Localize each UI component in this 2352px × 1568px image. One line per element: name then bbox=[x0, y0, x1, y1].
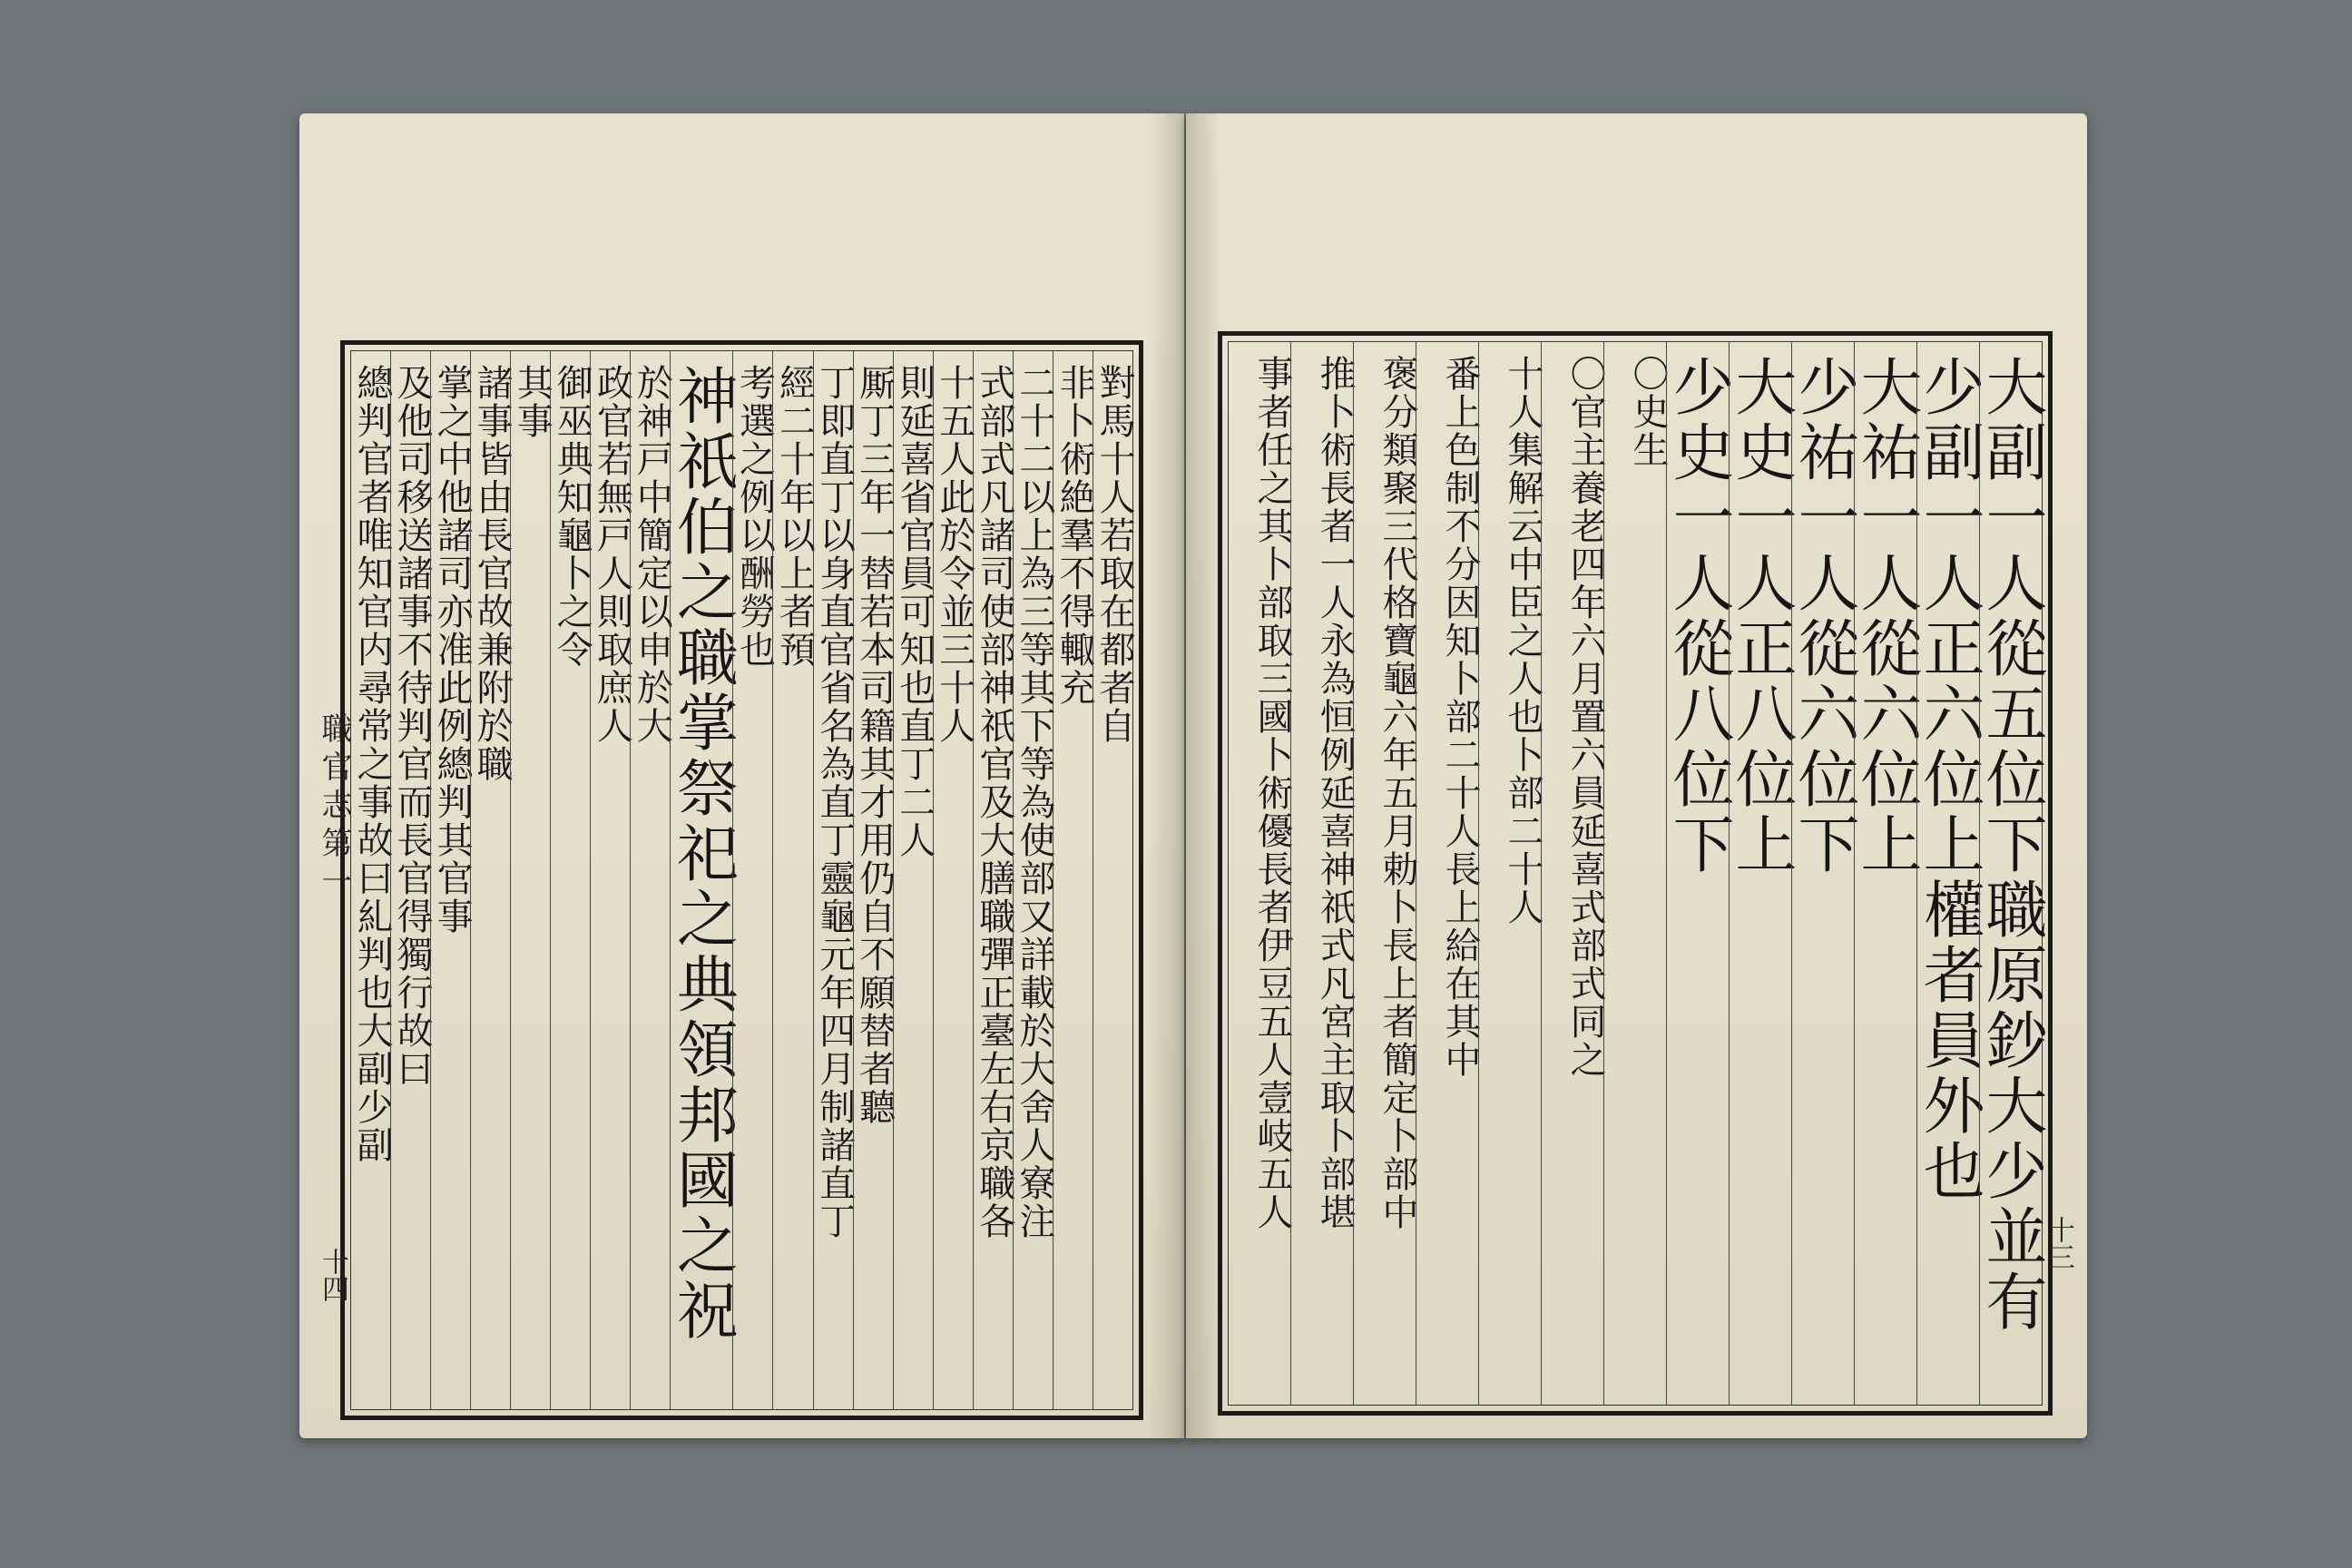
left-text-column: 及他司移送諸事不待判官而長官得獨行故曰 bbox=[390, 351, 430, 1409]
left-text-column: 式部式凡諸司使部神祇官及大膳職彈正臺左右京職各 bbox=[973, 351, 1013, 1409]
right-text-frame bbox=[1218, 331, 2053, 1416]
right-text-column: 事者任之其卜部取三國卜術優長者伊豆五人壹岐五人 bbox=[1251, 355, 1293, 1231]
left-text-column: 掌之中他諸司亦准此例總判其官事 bbox=[430, 351, 470, 1409]
left-text-column: 政官若無戸人則取庶人 bbox=[590, 351, 630, 1409]
left-text-column: 非卜術絶羣不得輙充 bbox=[1053, 351, 1093, 1409]
right-text-column: 少副一人正六位上權者員外也 bbox=[1916, 342, 1979, 1405]
right-text-column: 褒分類聚三代格寶龜六年五月勅卜長上者簡定卜部中 bbox=[1353, 342, 1416, 1405]
right-text-column: 十人集解云中臣之人也卜部二十人 bbox=[1478, 342, 1541, 1405]
left-text-column: 則延喜省官員可知也直丁二人 bbox=[893, 351, 933, 1409]
left-text-column: 二十二以上為三等其下等為使部又詳載於大舍人寮注 bbox=[1013, 351, 1053, 1409]
left-page bbox=[299, 113, 1184, 1438]
left-text-columns bbox=[350, 350, 1133, 1410]
right-text-column: 〇官主養老四年六月置六員延喜式部式同之 bbox=[1541, 342, 1603, 1405]
right-text-column: 少史一人從八位下 bbox=[1666, 342, 1729, 1405]
left-text-column: 對馬十人若取在都者自 bbox=[1093, 351, 1132, 1409]
left-text-column: 總判官者唯知官内尋常之事故曰糺判也大副少副 bbox=[350, 364, 393, 1164]
left-text-column: 經二十年以上者預 bbox=[772, 351, 812, 1409]
right-text-column: 〇史生 bbox=[1603, 342, 1666, 1405]
left-text-column: 諸事皆由長官故兼附於職 bbox=[470, 351, 510, 1409]
left-text-column: 神祇伯之職掌祭祀之典領邦國之祝 bbox=[670, 351, 732, 1409]
right-text-column: 番上色制不分因知卜部二十人長上給在其中 bbox=[1416, 342, 1478, 1405]
open-book bbox=[299, 113, 2087, 1438]
right-text-column: 推卜術長者一人永為恒例延喜神祇式凡宮主取卜部堪 bbox=[1290, 342, 1353, 1405]
right-page bbox=[1186, 113, 2087, 1438]
left-text-column: 考選之例以酬勞也 bbox=[732, 351, 772, 1409]
right-text-column: 大史一人正八位上 bbox=[1729, 342, 1791, 1405]
left-text-column: 厮丁三年一替若本司籍其才用仍自不願替者聽 bbox=[853, 351, 893, 1409]
left-page-number: 十四 bbox=[317, 1248, 348, 1302]
right-text-column: 少祐一人從六位下 bbox=[1791, 342, 1854, 1405]
right-text-columns bbox=[1228, 341, 2047, 1406]
left-text-column: 丁即直丁以身直官省名為直丁靈龜元年四月制諸直丁 bbox=[813, 351, 853, 1409]
left-text-column: 十五人此於令並三十人 bbox=[933, 351, 973, 1409]
right-text-column: 大副一人從五位下職原鈔大少並有 bbox=[1979, 342, 2042, 1405]
left-text-frame bbox=[340, 340, 1143, 1420]
left-margin-title: 職官志第一 bbox=[316, 712, 352, 903]
left-text-column: 御巫典知龜卜之令 bbox=[550, 351, 590, 1409]
right-text-column: 大祐一人從六位上 bbox=[1854, 342, 1916, 1405]
left-text-column: 其事 bbox=[510, 351, 550, 1409]
left-text-column: 於神戸中簡定以申於大 bbox=[630, 351, 670, 1409]
right-page-number: 十三 bbox=[2043, 1216, 2074, 1270]
